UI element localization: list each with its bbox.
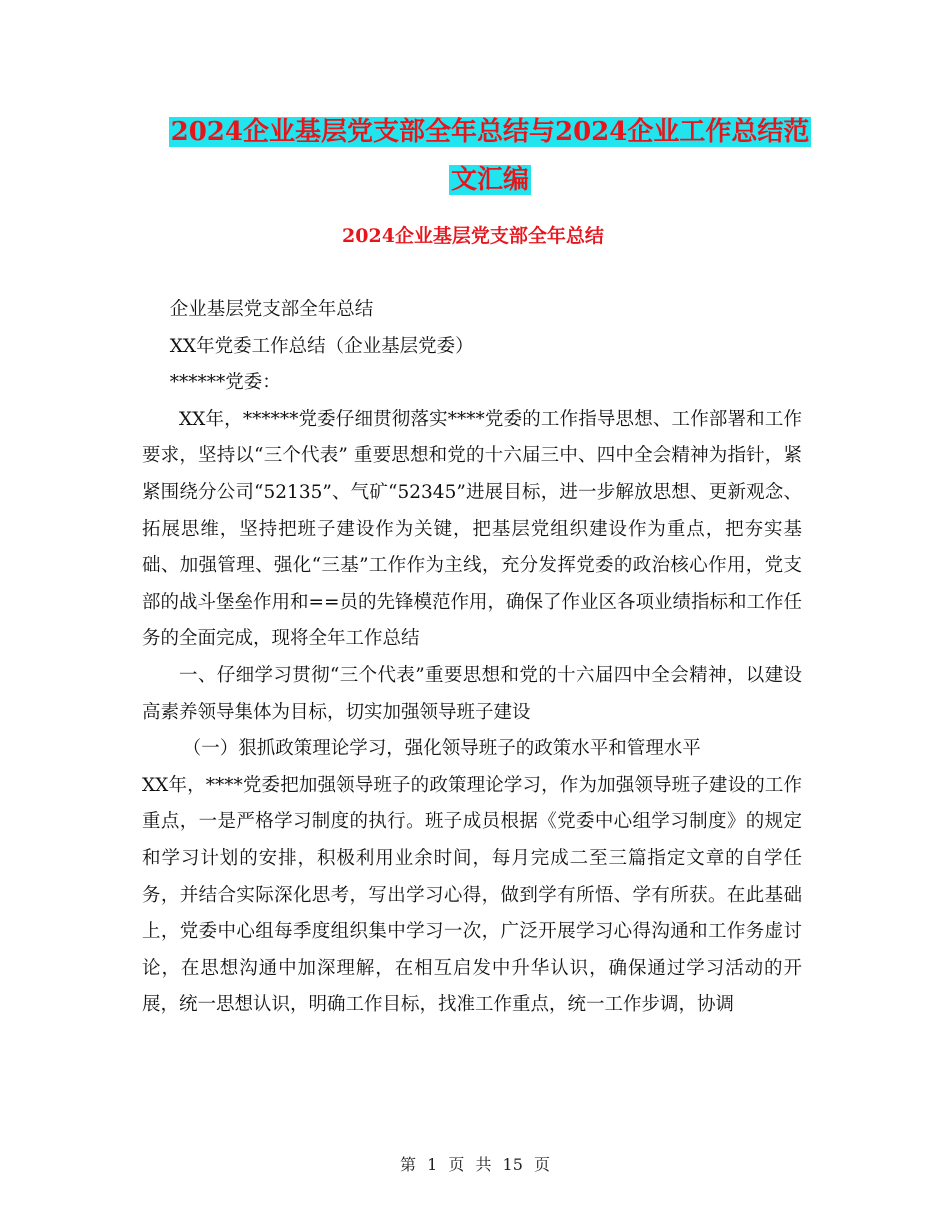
paragraph-heading: 企业基层党支部全年总结	[169, 299, 374, 320]
paragraph-subsection-one: （一）狠抓政策理论学习，强化领导班子的政策水平和管理水平	[182, 738, 701, 760]
document-title-line-1: 2024企业基层党支部全年总结与2024企业工作总结范	[170, 117, 810, 147]
paragraph-study-detail: XX年，****党委把加强领导班子的政策理论学习，作为加强领导班子建设的工作重点，一是严格学习制度的执行。班子成员根据《党委中心组学习制度》的规定和学习计划的安排，积极利用业余时间，每月完成二至三篇指定文章的自学任务，并结合实际深化思考，写出学习心得，做到学有所悟、学有所获。在此基础上，党委中心组每季度组织集中学习一次，广泛开展学习心得沟通和工作务虚讨论，在思想沟通中加深理解，在相互启发中升华认识，确保通过学习活动的开展，统一思想认识，明确工作目标，找准工作重点，统一工作步调，协调	[142, 774, 802, 1016]
document-title	[140, 108, 840, 204]
paragraph-intro: XX年，******党委仔细贯彻落实****党委的工作指导思想、工作部署和工作要求，坚持以“三个代表” 重要思想和党的十六届三中、四中全会精神为指针，紧紧围绕分公司“52135”、气矿“52345”进展目标，进一步解放思想、更新观念、拓展思维，坚持把班子建设作为关键，把基层党组织建设作为重点，把夯实基础、加强管理、强化“三基”工作作为主线，充分发挥党委的政治核心作用，党支部的战斗堡垒作用和==员的先锋模范作用，确保了作业区各项业绩指标和工作任务的全面完成，现将全年工作总结	[142, 408, 803, 650]
paragraph-salutation: ******党委：	[169, 372, 281, 394]
page-number-footer: 第 1 页 共 15 页	[400, 1155, 550, 1174]
document-title-line-2: 文汇编	[450, 165, 529, 195]
paragraph-section-one: 一、仔细学习贯彻“三个代表”重要思想和党的十六届四中全会精神，以建设高素养领导集体为目标，切实加强领导班子建设	[142, 664, 802, 723]
paragraph-subheading: XX年党委工作总结（企业基层党委）	[169, 335, 474, 357]
section-title: 2024企业基层党支部全年总结	[342, 225, 604, 247]
document-body	[142, 292, 802, 1024]
